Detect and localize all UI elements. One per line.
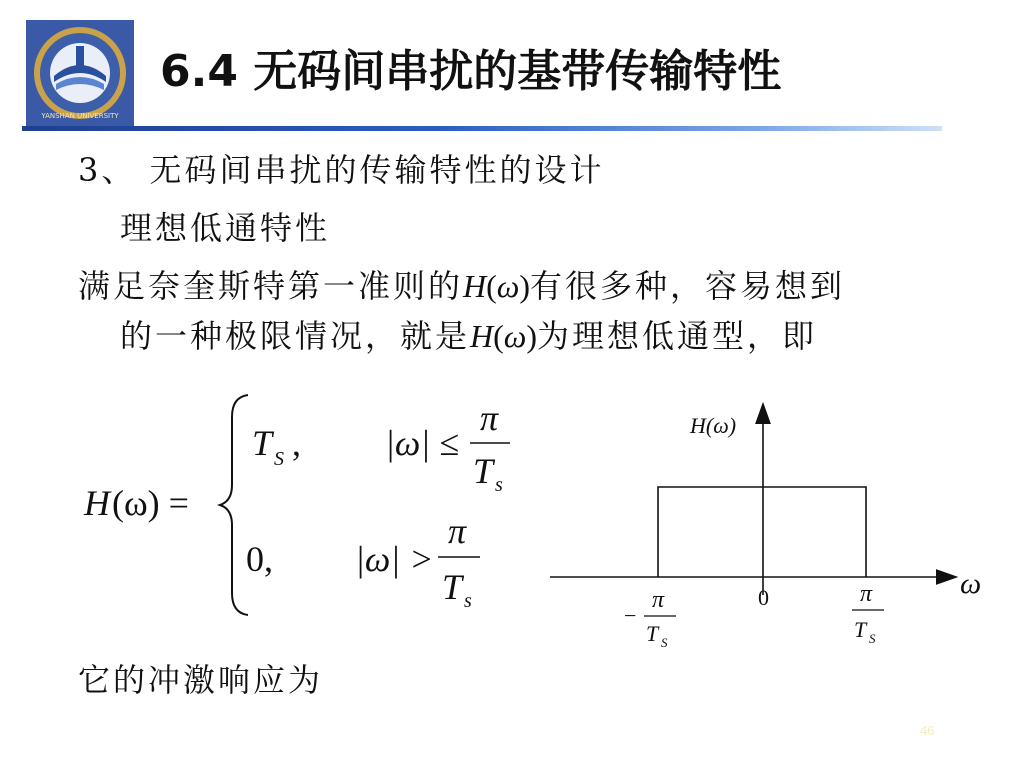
case2-value: 0, [246, 539, 273, 579]
section-heading: 3、 无码间串扰的传输特性的设计 [78, 151, 605, 189]
logo-ring-text: YANSHAN UNIVERSITY [41, 112, 119, 120]
symbol-omega: ω [496, 268, 520, 304]
paragraph-text: 为理想低通型，即 [537, 317, 818, 355]
symbol-paren-close: ) [526, 318, 538, 354]
logo-emblem [26, 20, 134, 126]
paragraph-line-2 [120, 316, 817, 356]
piecewise-formula [70, 385, 540, 625]
x-axis-label: ω [960, 567, 982, 600]
right-tick-den: T [854, 617, 867, 642]
case2-frac-den: T [442, 567, 463, 607]
y-axis-label: H(ω) [690, 413, 737, 438]
left-tick-sign: − [624, 603, 637, 628]
subheading: 理想低通特性 [120, 209, 331, 247]
right-tick-num: π [860, 581, 873, 607]
symbol-h: H [463, 268, 487, 304]
symbol-paren-open: ( [486, 268, 497, 304]
case1-value: T [252, 423, 273, 463]
formula-lhs-h: H [84, 483, 110, 523]
formula-lhs-arg: (ω) = [112, 483, 189, 523]
case1-comma: , [292, 423, 301, 463]
case1-frac-den: T [473, 451, 494, 491]
title-underline [22, 126, 942, 131]
right-tick-den-sub: S [869, 631, 876, 646]
symbol-h: H [470, 318, 494, 354]
paragraph-text: 有很多种，容易想到 [530, 267, 846, 305]
case1-frac-den-sub: s [495, 474, 503, 496]
case2-condition: |ω| > [355, 539, 434, 579]
case2-frac-num: π [448, 511, 467, 551]
symbol-paren-open: ( [493, 318, 504, 354]
origin-label: 0 [758, 585, 769, 610]
case1-condition: |ω| ≤ [385, 423, 459, 463]
page-number: 46 [920, 723, 935, 738]
paragraph-text: 的一种极限情况，就是 [120, 317, 471, 355]
slide-title: 6.4 无码间串扰的基带传输特性 [160, 46, 782, 97]
left-tick-den-sub: S [661, 635, 668, 650]
case1-frac-num: π [480, 398, 499, 438]
ideal-lowpass-graph [540, 395, 1000, 665]
left-tick-num: π [652, 587, 665, 613]
formula-brace [220, 395, 248, 615]
symbol-paren-close: ) [519, 268, 531, 304]
case2-frac-den-sub: s [464, 590, 472, 612]
paragraph-line-1 [78, 266, 845, 306]
left-tick-den: T [646, 621, 659, 646]
symbol-omega: ω [503, 318, 527, 354]
impulse-response-text: 它的冲激响应为 [78, 661, 324, 699]
lowpass-rectangle [658, 487, 866, 577]
paragraph-text: 满足奈奎斯特第一准则的 [78, 267, 464, 305]
university-logo [26, 20, 134, 126]
case1-sub: S [274, 448, 284, 470]
